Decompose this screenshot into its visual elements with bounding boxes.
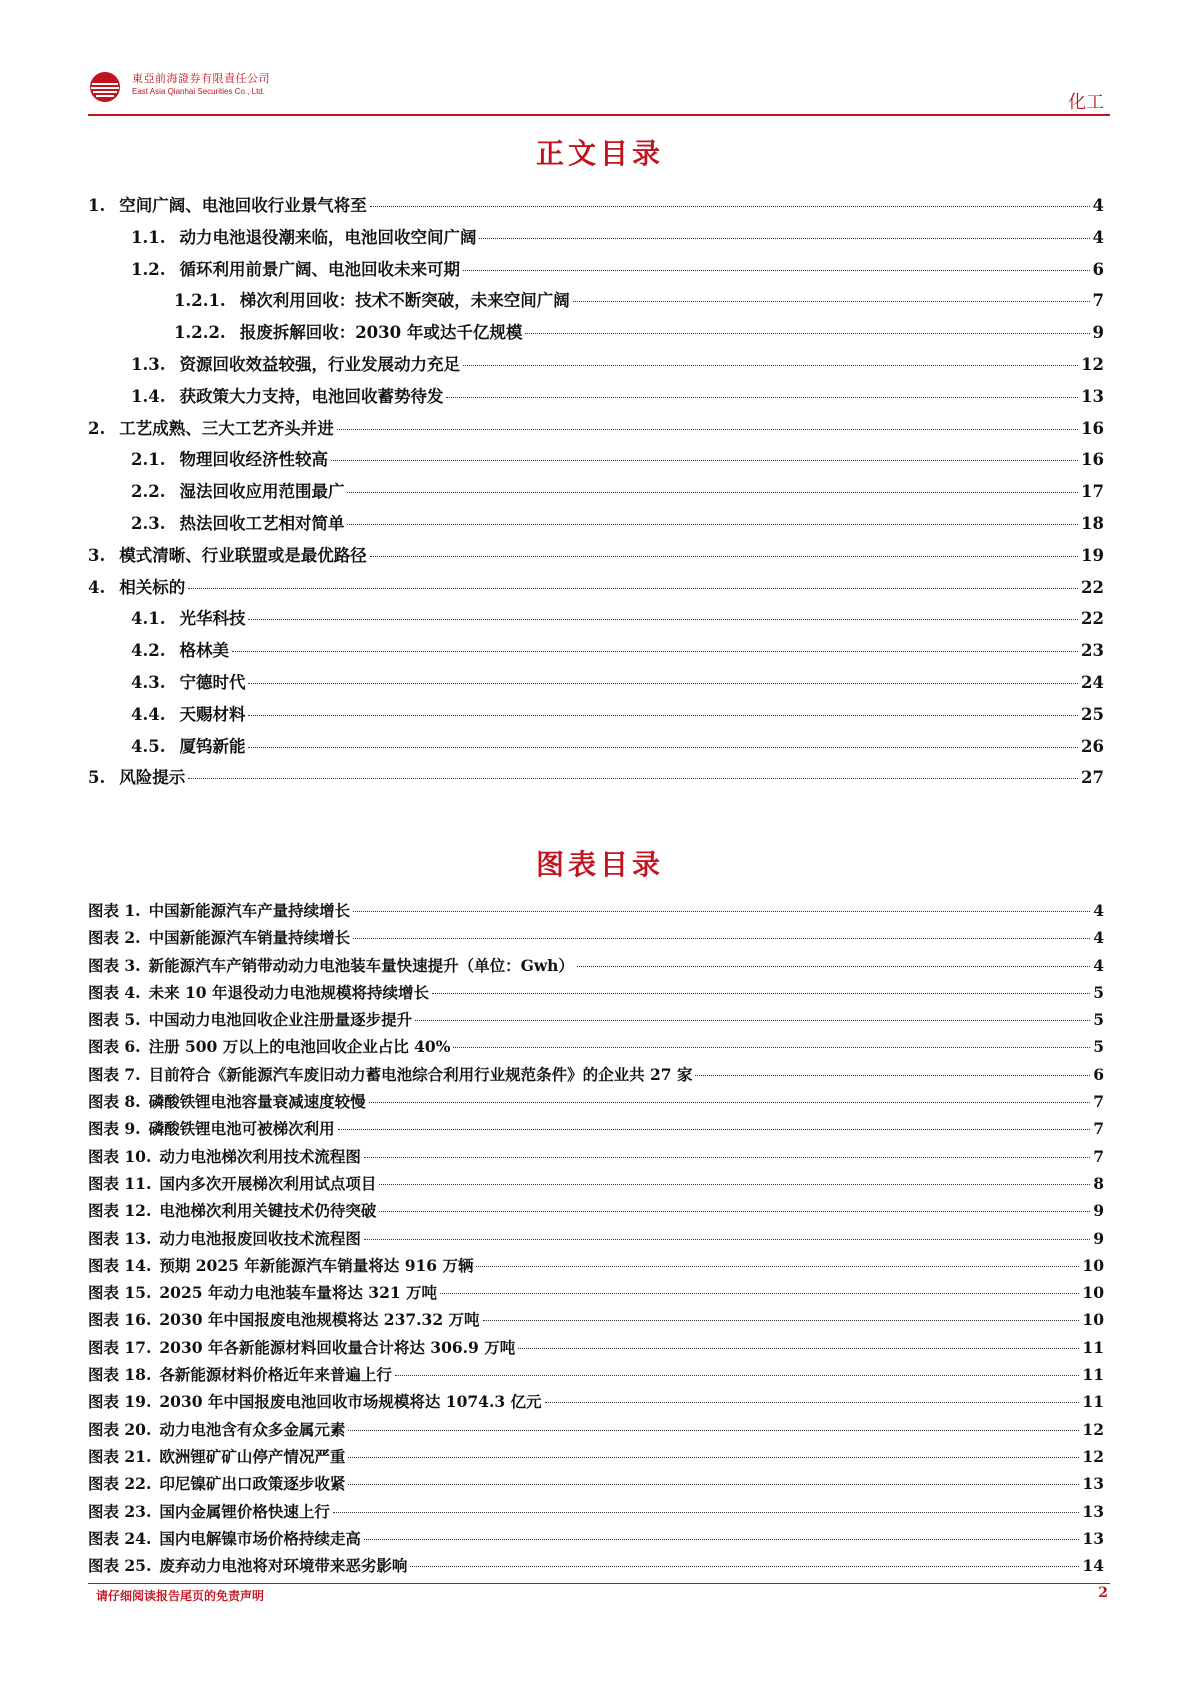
figure-list-title: 图表目录 [535, 848, 664, 881]
entry-page: 13 [1082, 1501, 1104, 1521]
entry-page: 13 [1082, 1474, 1104, 1494]
entry-title: 中国动力电池回收企业注册量逐步提升 [148, 1010, 413, 1030]
entry-title: 2030 年中国报废电池回收市场规模将达 1074.3 亿元 [159, 1392, 542, 1412]
figure-entry[interactable] [88, 1554, 1104, 1581]
entry-page: 11 [1082, 1337, 1104, 1357]
entry-title: 格林美 [179, 641, 229, 661]
entry-page: 24 [1081, 672, 1104, 692]
entry-number: 1. [88, 196, 106, 215]
figure-list [88, 899, 1104, 1581]
figure-entry[interactable] [88, 1336, 1104, 1363]
entry-number: 图表 13. [88, 1228, 152, 1248]
entry-title: 物理回收经济性较高 [179, 450, 328, 470]
entry-number: 5. [88, 768, 106, 788]
entry-title: 各新能源材料价格近年来普遍上行 [159, 1365, 392, 1385]
entry-page: 12 [1082, 1446, 1104, 1466]
entry-number: 4.4. [131, 704, 166, 724]
entry-page: 18 [1081, 513, 1104, 533]
entry-title: 动力电池含有众多金属元素 [159, 1419, 346, 1439]
entry-title: 印尼镍矿出口政策逐步收紧 [159, 1474, 346, 1494]
entry-title: 相关标的 [119, 577, 186, 597]
entry-page: 16 [1081, 450, 1104, 470]
dot-leader [476, 1266, 1079, 1267]
entry-title: 热法回收工艺相对简单 [179, 513, 345, 533]
entry-number: 3. [88, 545, 106, 565]
dot-leader [463, 270, 1090, 271]
entry-page: 5 [1093, 1010, 1104, 1030]
dot-leader [483, 1320, 1080, 1321]
dot-leader [353, 938, 1090, 939]
entry-number: 图表 1. [88, 901, 141, 920]
entry-title: 光华科技 [179, 609, 246, 629]
entry-number: 图表 19. [88, 1392, 152, 1412]
figure-entry[interactable] [88, 899, 1104, 926]
entry-number: 图表 12. [88, 1201, 152, 1221]
toc-entry[interactable] [88, 319, 1104, 351]
figure-entry[interactable] [88, 1199, 1104, 1226]
entry-page: 10 [1082, 1283, 1104, 1303]
figure-entry[interactable] [88, 926, 1104, 953]
entry-title: 报废拆解回收：2030 年或达千亿规模 [239, 323, 523, 343]
entry-title: 未来 10 年退役动力电池规模将持续增长 [148, 982, 429, 1002]
entry-number: 2.2. [131, 482, 166, 502]
dot-leader [577, 966, 1090, 967]
figure-entry[interactable] [88, 1254, 1104, 1281]
dot-leader [463, 365, 1078, 366]
entry-page: 9 [1092, 323, 1104, 343]
entry-title: 动力电池报废回收技术流程图 [159, 1228, 361, 1248]
entry-page: 22 [1081, 577, 1104, 597]
entry-number: 图表 8. [88, 1092, 141, 1112]
entry-page: 11 [1082, 1392, 1104, 1412]
entry-title: 动力电池退役潮来临，电池回收空间广阔 [179, 227, 477, 247]
entry-number: 图表 18. [88, 1365, 152, 1385]
entry-title: 天赐材料 [179, 704, 246, 724]
figure-entry[interactable] [88, 1008, 1104, 1035]
dot-leader [453, 1047, 1090, 1048]
toc-entry[interactable] [88, 287, 1104, 319]
figure-entry[interactable] [88, 1090, 1104, 1117]
disclaimer-note: 请仔细阅读报告尾页的免责声明 [96, 1589, 265, 1603]
entry-title: 国内多次开展梯次利用试点项目 [159, 1173, 377, 1193]
entry-page: 9 [1093, 1228, 1104, 1248]
dot-leader [379, 1211, 1090, 1212]
toc-entry[interactable] [88, 415, 1104, 447]
entry-number: 图表 11. [88, 1173, 152, 1193]
entry-number: 图表 23. [88, 1501, 152, 1521]
dot-leader [347, 492, 1078, 493]
entry-number: 1.1. [131, 227, 166, 247]
entry-page: 7 [1093, 1146, 1104, 1166]
figure-entry[interactable] [88, 1363, 1104, 1390]
entry-title: 电池梯次利用关键技术仍待突破 [159, 1201, 377, 1221]
entry-page: 12 [1081, 354, 1104, 374]
toc-entry[interactable] [88, 224, 1104, 256]
entry-page: 12 [1082, 1419, 1104, 1439]
entry-number: 图表 24. [88, 1528, 152, 1548]
page-number: 2 [1098, 1585, 1108, 1601]
entry-title: 中国新能源汽车产量持续增长 [148, 901, 351, 920]
entry-page: 14 [1082, 1556, 1104, 1576]
entry-number: 4.3. [131, 672, 166, 692]
company-name-en: East Asia Qianhai Securities Co., Ltd. [132, 87, 265, 96]
entry-page: 25 [1081, 704, 1104, 724]
entry-title: 目前符合《新能源汽车废旧动力蓄电池综合利用行业规范条件》的企业共 27 家 [148, 1064, 693, 1084]
entry-title: 空间广阔、电池回收行业景气将至 [119, 196, 367, 215]
entry-number: 2.1. [131, 450, 166, 470]
entry-page: 8 [1093, 1173, 1104, 1193]
entry-page: 6 [1093, 1064, 1104, 1084]
entry-page: 6 [1092, 259, 1104, 279]
toc-entry[interactable] [88, 446, 1104, 478]
entry-page: 4 [1093, 901, 1104, 920]
toc-entry[interactable] [88, 383, 1104, 415]
entry-title: 获政策大力支持，电池回收蓄势待发 [179, 386, 444, 406]
entry-number: 图表 14. [88, 1255, 152, 1275]
entry-number: 1.2.1. [174, 291, 226, 311]
entry-page: 19 [1081, 545, 1104, 565]
figure-entry[interactable] [88, 1500, 1104, 1527]
dot-leader [348, 1430, 1079, 1431]
figure-entry[interactable] [88, 1117, 1104, 1144]
dot-leader [395, 1375, 1080, 1376]
entry-number: 4.2. [131, 641, 166, 661]
dot-leader [415, 1020, 1090, 1021]
figure-entry[interactable] [88, 1172, 1104, 1199]
dot-leader [364, 1157, 1090, 1158]
dot-leader [347, 524, 1078, 525]
entry-number: 图表 2. [88, 928, 141, 948]
entry-number: 图表 10. [88, 1146, 152, 1166]
page-header [88, 62, 1110, 114]
toc-title: 正文目录 [535, 137, 664, 170]
entry-number: 图表 6. [88, 1037, 141, 1057]
toc-entry[interactable] [88, 510, 1104, 542]
figure-entry[interactable] [88, 1035, 1104, 1062]
entry-number: 图表 7. [88, 1064, 141, 1084]
entry-page: 4 [1093, 928, 1104, 948]
entry-page: 4 [1092, 227, 1104, 247]
entry-title: 工艺成熟、三大工艺齐头并进 [119, 418, 334, 438]
figure-entry[interactable] [88, 1063, 1104, 1090]
entry-page: 7 [1092, 291, 1104, 311]
entry-page: 7 [1093, 1092, 1104, 1112]
entry-page: 13 [1082, 1528, 1104, 1548]
entry-title: 预期 2025 年新能源汽车销量将达 916 万辆 [159, 1255, 474, 1275]
entry-page: 10 [1082, 1255, 1104, 1275]
dot-leader [337, 429, 1078, 430]
dot-leader [364, 1239, 1090, 1240]
figure-entry[interactable] [88, 1145, 1104, 1172]
dot-leader [379, 1184, 1090, 1185]
figure-entry[interactable] [88, 1227, 1104, 1254]
entry-title: 宁德时代 [179, 672, 246, 692]
entry-page: 27 [1081, 768, 1104, 788]
dot-leader [432, 993, 1090, 994]
dot-leader [248, 683, 1078, 684]
entry-page: 23 [1081, 641, 1104, 661]
toc-list [88, 192, 1104, 796]
entry-page: 9 [1093, 1201, 1104, 1221]
dot-leader [188, 778, 1078, 779]
dot-leader [410, 1566, 1079, 1567]
toc-entry[interactable] [88, 701, 1104, 733]
entry-title: 2030 年中国报废电池规模将达 237.32 万吨 [159, 1310, 480, 1330]
entry-title: 模式清晰、行业联盟或是最优路径 [119, 545, 367, 565]
entry-title: 国内电解镍市场价格持续走高 [159, 1528, 361, 1548]
entry-number: 图表 5. [88, 1010, 141, 1030]
entry-page: 11 [1082, 1365, 1104, 1385]
header-divider [88, 114, 1110, 116]
dot-leader [479, 238, 1089, 239]
entry-number: 图表 9. [88, 1119, 141, 1139]
entry-page: 5 [1093, 1037, 1104, 1057]
entry-number: 1.4. [131, 386, 166, 406]
entry-title: 注册 500 万以上的电池回收企业占比 40% [148, 1037, 451, 1057]
entry-page: 26 [1081, 736, 1104, 756]
figure-entry[interactable] [88, 1390, 1104, 1417]
toc-entry[interactable] [88, 351, 1104, 383]
entry-title: 循环利用前景广阔、电池回收未来可期 [179, 259, 460, 279]
entry-page: 7 [1093, 1119, 1104, 1139]
entry-number: 4. [88, 577, 106, 597]
dot-leader [369, 1102, 1091, 1103]
figure-entry[interactable] [88, 1445, 1104, 1472]
dot-leader [338, 1129, 1091, 1130]
toc-entry[interactable] [88, 764, 1104, 796]
company-name-cn: 東亞前海證券有限責任公司 [132, 72, 270, 85]
entry-number: 1.3. [131, 354, 166, 374]
entry-page: 5 [1093, 982, 1104, 1002]
entry-number: 图表 25. [88, 1556, 152, 1576]
entry-title: 资源回收效益较强，行业发展动力充足 [179, 354, 460, 374]
entry-title: 新能源汽车产销带动动力电池装车量快速提升（单位：Gwh） [148, 955, 574, 975]
entry-title: 中国新能源汽车销量持续增长 [148, 928, 351, 948]
entry-number: 图表 22. [88, 1474, 152, 1494]
entry-title: 2025 年动力电池装车量将达 321 万吨 [159, 1283, 438, 1303]
toc-entry[interactable] [88, 478, 1104, 510]
toc-entry[interactable] [88, 256, 1104, 288]
dot-leader [695, 1075, 1090, 1076]
figure-entry[interactable] [88, 1308, 1104, 1335]
entry-number: 4.5. [131, 736, 166, 756]
entry-title: 动力电池梯次利用技术流程图 [159, 1146, 361, 1166]
entry-number: 2.3. [131, 513, 166, 533]
dot-leader [518, 1348, 1079, 1349]
dot-leader [232, 651, 1078, 652]
entry-number: 图表 20. [88, 1419, 152, 1439]
dot-leader [446, 397, 1078, 398]
toc-entry[interactable] [88, 574, 1104, 606]
company-name [132, 72, 270, 97]
toc-entry[interactable] [88, 542, 1104, 574]
company-logo-icon [88, 70, 122, 104]
toc-entry[interactable] [88, 637, 1104, 669]
toc-entry[interactable] [88, 192, 1104, 224]
dot-leader [545, 1402, 1080, 1403]
entry-title: 废弃动力电池将对环境带来恶劣影响 [159, 1556, 408, 1576]
dot-leader [348, 1457, 1079, 1458]
dot-leader [525, 333, 1089, 334]
dot-leader [573, 301, 1090, 302]
dot-leader [248, 619, 1078, 620]
entry-page: 10 [1082, 1310, 1104, 1330]
entry-number: 图表 17. [88, 1337, 152, 1357]
entry-title: 梯次利用回收：技术不断突破，未来空间广阔 [239, 291, 570, 311]
entry-title: 湿法回收应用范围最广 [179, 482, 345, 502]
dot-leader [333, 1512, 1080, 1513]
entry-title: 磷酸铁锂电池容量衰减速度较慢 [148, 1092, 366, 1112]
entry-title: 国内金属锂价格快速上行 [159, 1501, 330, 1521]
dot-leader [353, 911, 1090, 912]
entry-number: 图表 21. [88, 1446, 152, 1466]
dot-leader [370, 556, 1078, 557]
dot-leader [364, 1539, 1080, 1540]
entry-title: 磷酸铁锂电池可被梯次利用 [148, 1119, 335, 1139]
entry-number: 图表 16. [88, 1310, 152, 1330]
dot-leader [348, 1484, 1079, 1485]
figure-entry[interactable] [88, 954, 1104, 981]
figure-entry[interactable] [88, 1281, 1104, 1308]
entry-title: 欧洲锂矿矿山停产情况严重 [159, 1446, 346, 1466]
toc-entry[interactable] [88, 605, 1104, 637]
dot-leader [248, 715, 1078, 716]
entry-number: 2. [88, 418, 106, 438]
entry-number: 图表 15. [88, 1283, 152, 1303]
entry-title: 风险提示 [119, 768, 186, 788]
dot-leader [331, 460, 1078, 461]
entry-page: 13 [1081, 386, 1104, 406]
figure-entry[interactable] [88, 1527, 1104, 1554]
entry-page: 4 [1093, 955, 1104, 975]
entry-page: 22 [1081, 609, 1104, 629]
figure-entry[interactable] [88, 1418, 1104, 1445]
entry-page: 4 [1092, 196, 1104, 215]
entry-number: 图表 4. [88, 982, 141, 1002]
entry-page: 16 [1081, 418, 1104, 438]
footer-divider [88, 1583, 1110, 1584]
dot-leader [188, 588, 1078, 589]
dot-leader [370, 206, 1090, 207]
dot-leader [440, 1293, 1079, 1294]
entry-number: 4.1. [131, 609, 166, 629]
entry-page: 17 [1081, 482, 1104, 502]
sector-label: 化工 [1068, 92, 1104, 113]
figure-entry[interactable] [88, 981, 1104, 1008]
entry-number: 图表 3. [88, 955, 141, 975]
entry-title: 2030 年各新能源材料回收量合计将达 306.9 万吨 [159, 1337, 516, 1357]
entry-number: 1.2.2. [174, 323, 226, 343]
entry-number: 1.2. [131, 259, 166, 279]
entry-title: 厦钨新能 [179, 736, 246, 756]
toc-entry[interactable] [88, 669, 1104, 701]
toc-entry[interactable] [88, 733, 1104, 765]
dot-leader [248, 747, 1078, 748]
figure-entry[interactable] [88, 1472, 1104, 1499]
